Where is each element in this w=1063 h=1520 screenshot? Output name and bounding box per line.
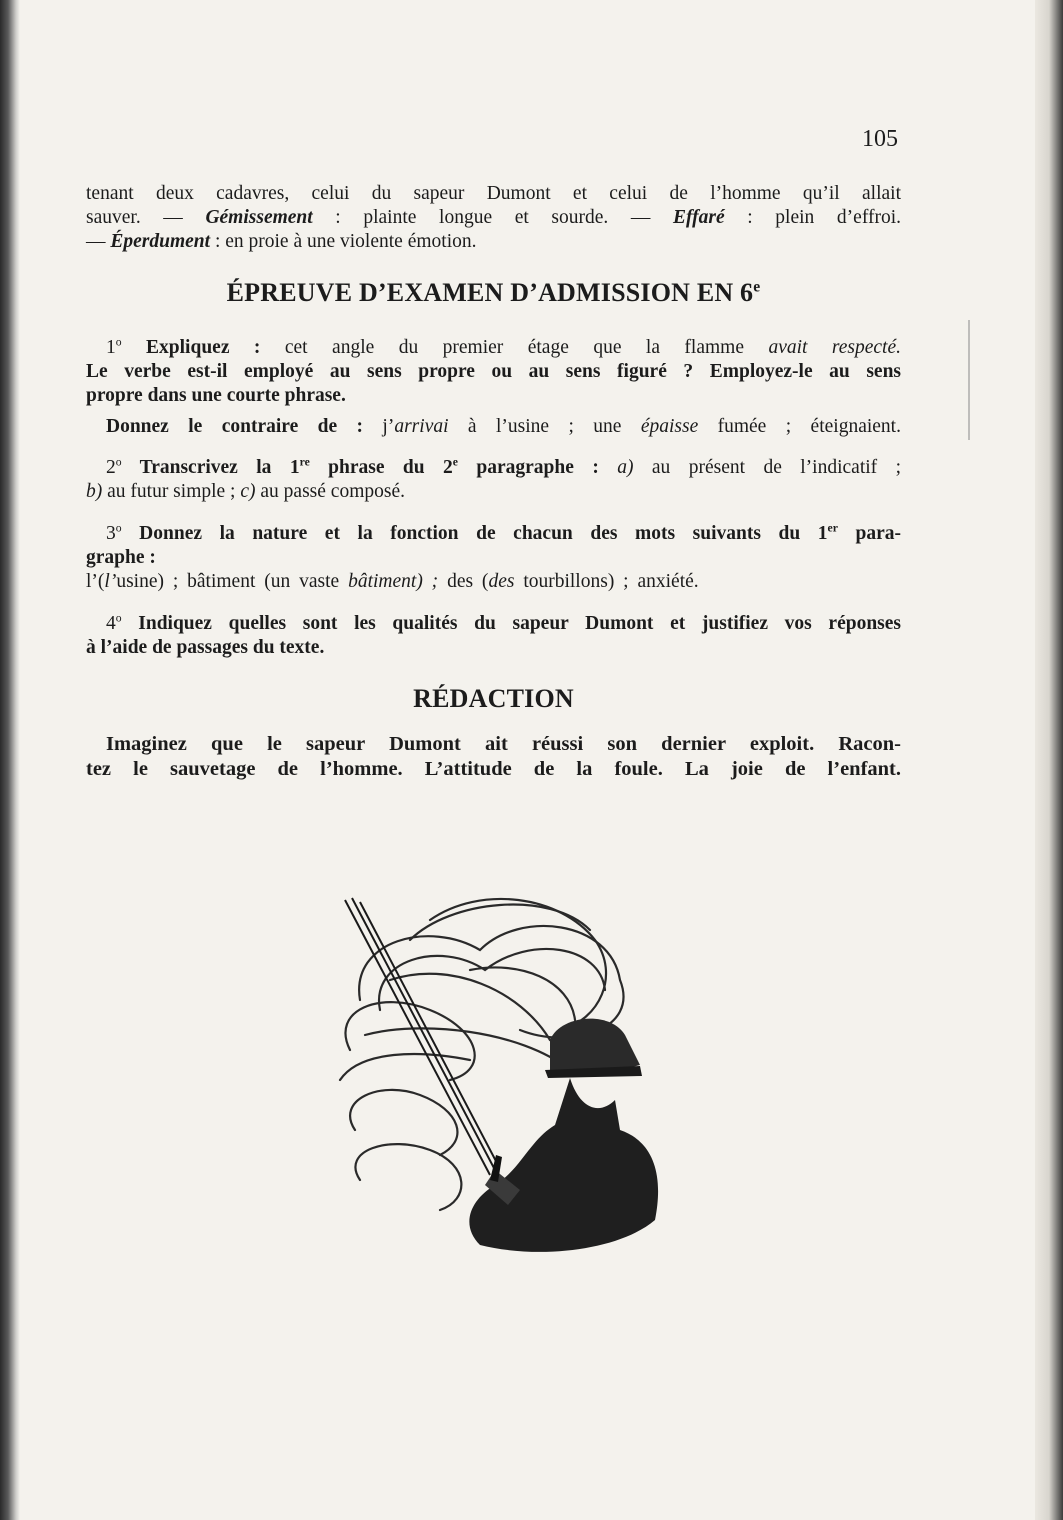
question-4 — [86, 612, 901, 660]
hose-jet — [345, 898, 498, 1175]
redaction-line-1: Imaginez que le sapeur Dumont ait réussi son dernier exploit. Racon- — [106, 733, 901, 755]
q1-line-2: Le verbe est-il employé au sens propre ou au sens figuré ? Employez-le au sens — [86, 361, 901, 382]
intro-line-3: — Éperdument : en proie à une violente émotion. — [86, 231, 477, 252]
term-effare: Effaré — [673, 207, 725, 228]
page-edge — [1035, 0, 1063, 1520]
question-1 — [86, 336, 901, 439]
intro-line-1: tenant deux cadavres, celui du sapeur Dumont et celui de l’homme qu’il allait — [86, 183, 901, 204]
page-number: 105 — [862, 126, 898, 152]
redaction-heading: RÉDACTION — [413, 684, 574, 713]
q4-line-1: 4$^o$ Indiquez quelles sont les qualités du sapeur Dumont et justifiez vos réponses — [106, 611, 901, 634]
q2-line-1: 2$^o$ Transcrivez la 1re phrase du 2e paragraphe : a) au présent de l’indicatif ; — [106, 455, 901, 478]
q2-line-2: b) au futur simple ; c) au passé composé. — [86, 481, 405, 502]
question-3 — [86, 522, 901, 594]
q3-line-1: 3$^o$ Donnez la nature et la fonction de chacun des mots suivants du 1er para- — [106, 521, 901, 544]
redaction-line-2: tez le sauvetage de l’homme. L’attitude de la foule. La joie de l’enfant. — [86, 758, 901, 780]
intro-line-2: sauver. — Gémissement : plainte longue et sourde. — Effaré : plein d’effroi. — [86, 207, 901, 228]
term-eperdument: Éperdument — [110, 231, 211, 252]
q1-contrary: Donnez le contraire de : j’arrivai à l’usine ; une épaisse fumée ; éteignaient. — [106, 416, 901, 437]
q4-line-2: à l’aide de passages du texte. — [86, 637, 325, 658]
redaction-paragraph — [86, 732, 901, 782]
q3-line-2: graphe : — [86, 547, 156, 568]
q1-line-3: propre dans une courte phrase. — [86, 385, 346, 406]
exam-heading: ÉPREUVE D’EXAMEN D’ADMISSION EN 6e — [226, 278, 761, 307]
page-crease — [968, 320, 970, 440]
fireman-figure — [469, 1019, 658, 1252]
fireman-illustration — [320, 880, 680, 1280]
intro-paragraph — [86, 182, 901, 254]
q3-line-3: l’(l’usine) ; bâtiment (un vaste bâtiment) ; des (des tourbillons) ; anxiété. — [86, 571, 699, 592]
question-2 — [86, 456, 901, 504]
q1-line-1: 1$^o$ Expliquez : cet angle du premier étage que la flamme avait respecté. — [106, 335, 901, 358]
term-gemissement: Gémissement — [205, 207, 313, 228]
spine-shadow — [0, 0, 20, 1520]
